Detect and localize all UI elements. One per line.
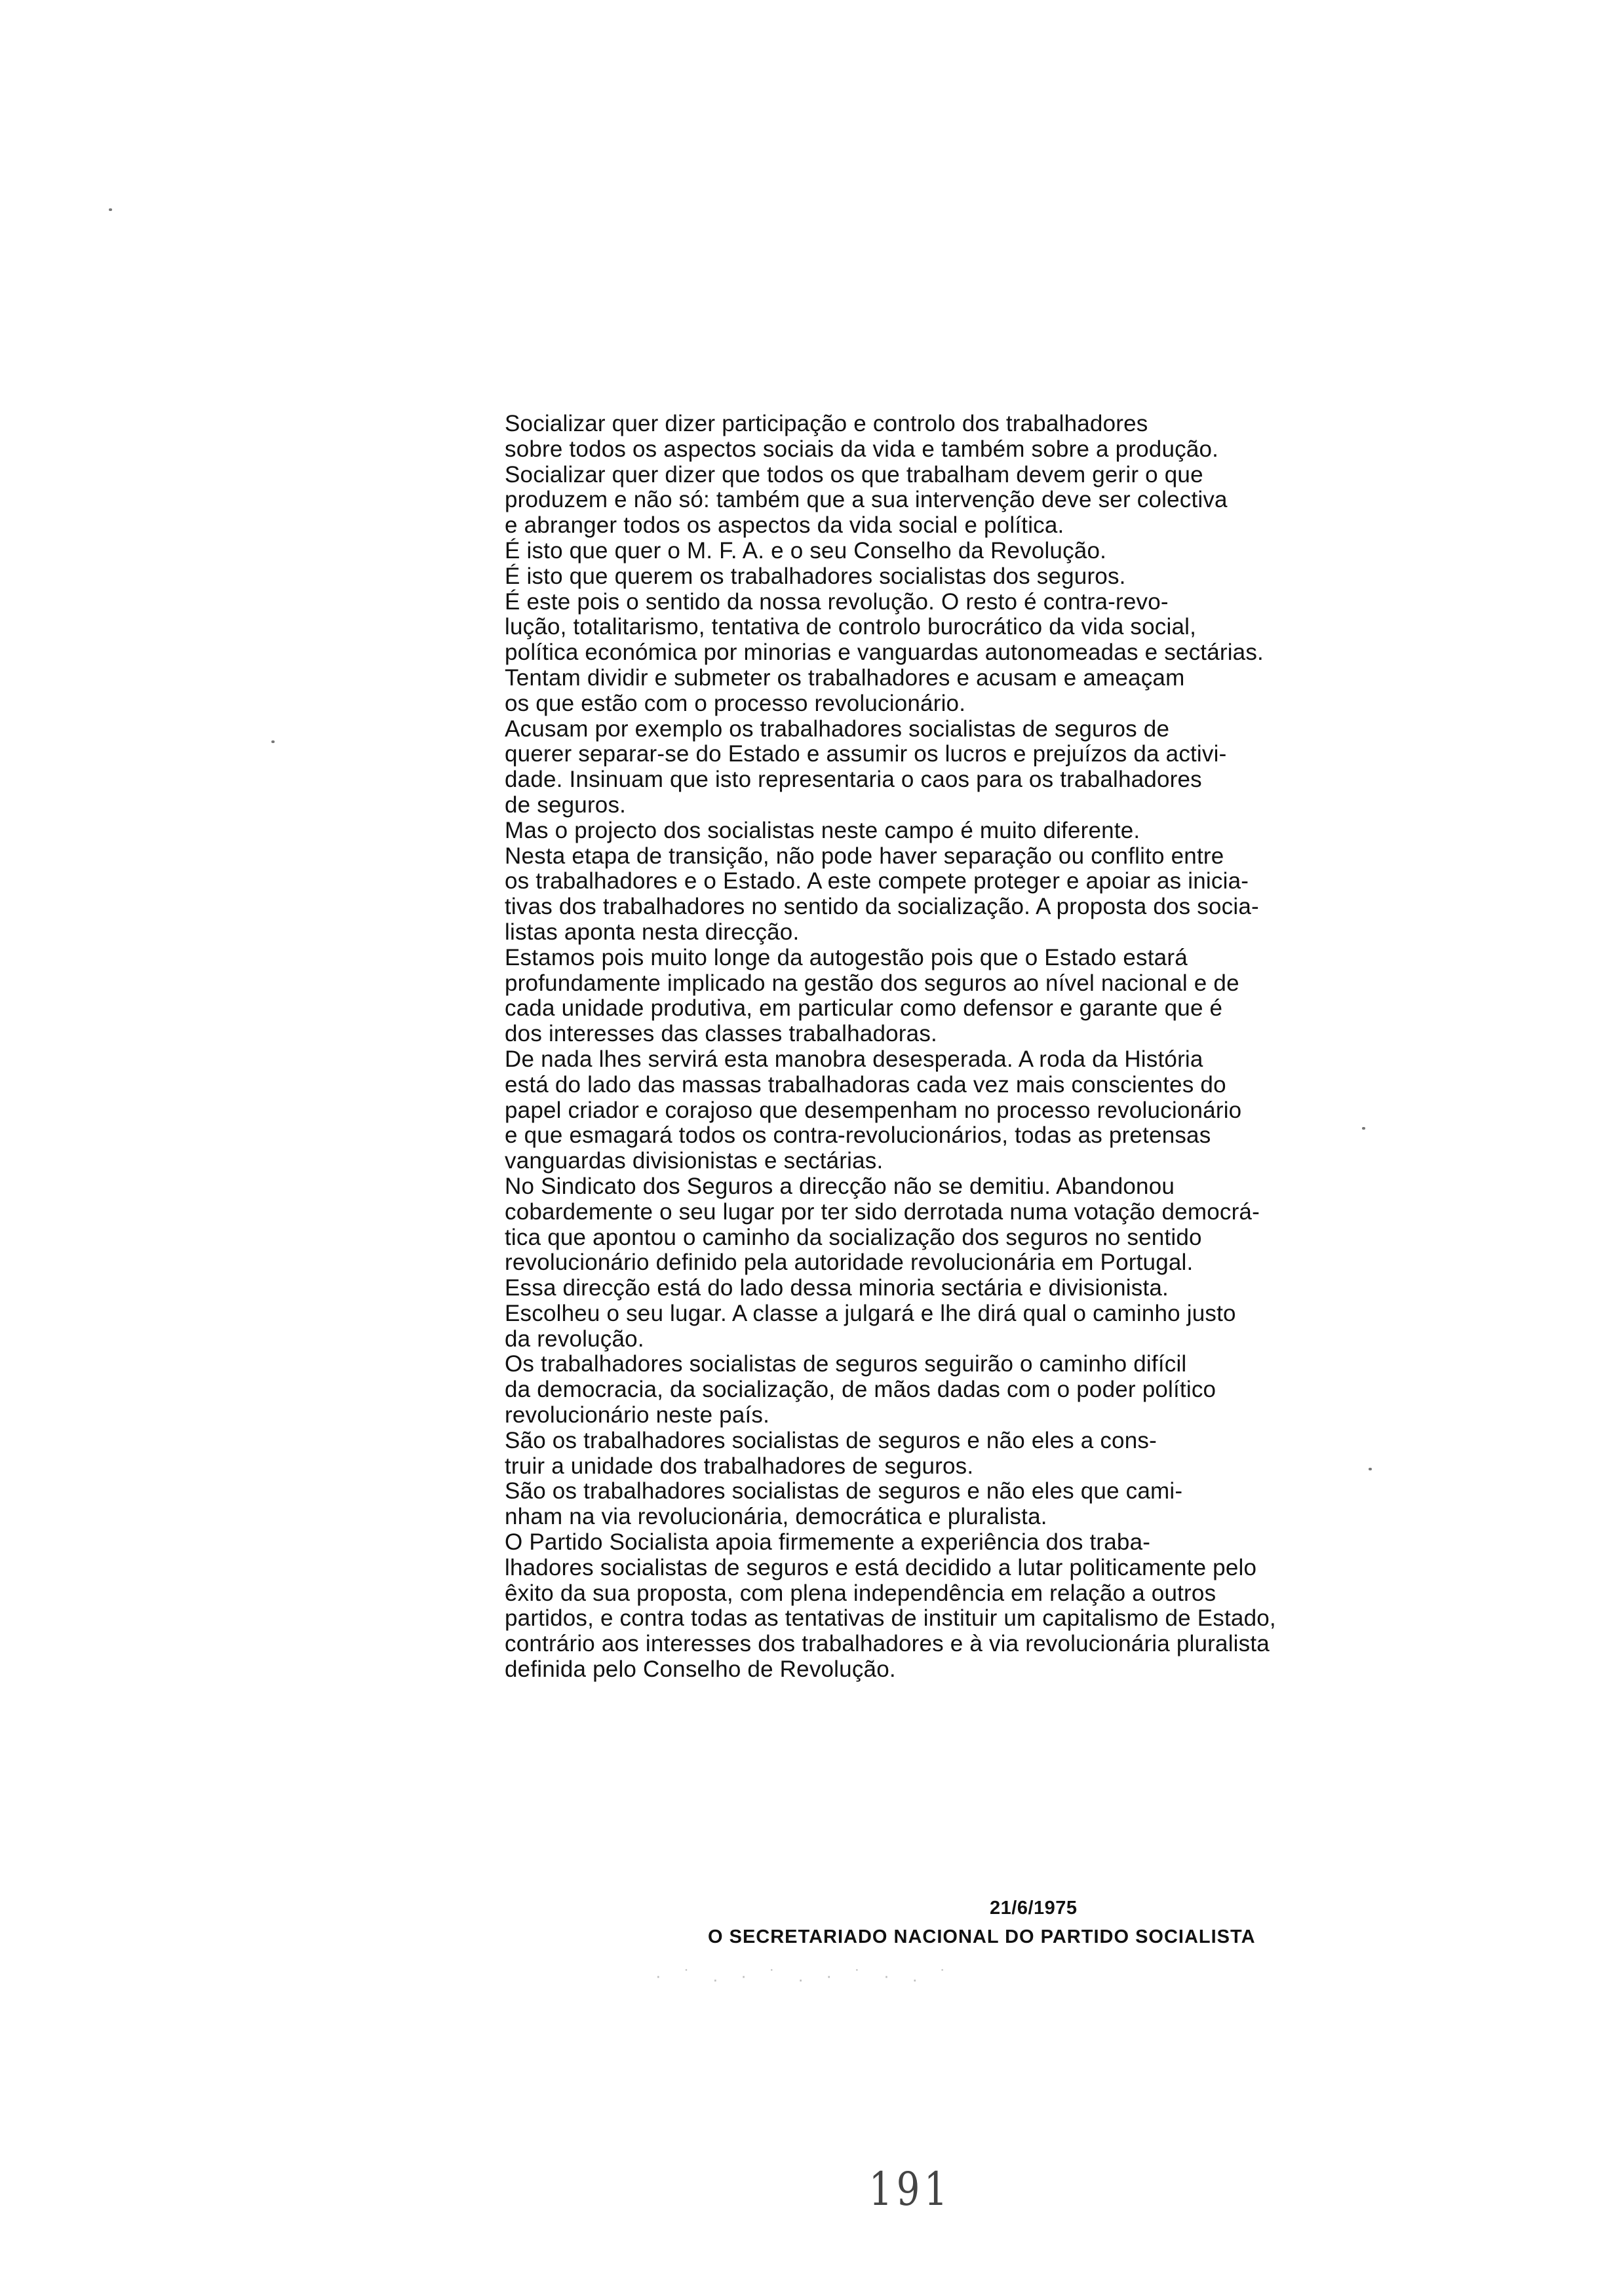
text-line: revolucionário neste país. — [505, 1402, 770, 1428]
text-line: truir a unidade dos trabalhadores de seguros. — [505, 1453, 974, 1479]
text-line: Essa direcção está do lado dessa minoria sectária e divisionista. — [505, 1275, 1169, 1301]
paragraph — [419, 1428, 1403, 1480]
text-line: êxito da sua proposta, com plena independência em relação a outros — [505, 1580, 1216, 1606]
signature-organization: O SECRETARIADO NACIONAL DO PARTIDO SOCIALISTA — [708, 1926, 1256, 1947]
paragraph — [419, 564, 1403, 590]
text-line: São os trabalhadores socialistas de seguros e não eles a cons- — [505, 1427, 1157, 1453]
text-line: São os trabalhadores socialistas de seguros e não eles que cami- — [505, 1478, 1183, 1504]
paragraph — [419, 1174, 1403, 1276]
paragraph — [419, 818, 1403, 946]
paragraph — [419, 1530, 1403, 1683]
text-line: Nesta etapa de transição, não pode haver separação ou conflito entre — [505, 843, 1224, 869]
text-line: É este pois o sentido da nossa revolução. O resto é contra-revo- — [505, 588, 1169, 615]
text-line: querer separar-se do Estado e assumir os lucros e prejuízos da activi- — [505, 741, 1227, 767]
text-line: papel criador e corajoso que desempenham no processo revolucionário — [505, 1097, 1242, 1123]
paragraph — [419, 590, 1403, 666]
paragraph — [419, 946, 1403, 1047]
paragraph — [419, 1276, 1403, 1352]
text-line: Estamos pois muito longe da autogestão pois que o Estado estará — [505, 944, 1188, 970]
paragraph — [419, 666, 1403, 717]
text-line: lução, totalitarismo, tentativa de controlo burocrático da vida social, — [505, 614, 1197, 640]
text-line: sobre todos os aspectos sociais da vida e também sobre a produção. — [505, 436, 1219, 462]
handwritten-page-number: 191 — [868, 2162, 952, 2216]
text-line: os trabalhadores e o Estado. A este compete proteger e apoiar as inicia- — [505, 868, 1249, 894]
text-line: dos interesses das classes trabalhadoras. — [505, 1021, 937, 1047]
text-line: No Sindicato dos Seguros a direcção não se demitiu. Abandonou — [505, 1173, 1175, 1199]
paragraph — [419, 539, 1403, 564]
text-line: cobardemente o seu lugar por ter sido derrotada numa votação democrá- — [505, 1198, 1260, 1225]
text-line: O Partido Socialista apoia firmemente a experiência dos traba- — [505, 1529, 1151, 1556]
paragraph — [419, 717, 1403, 818]
text-line: da democracia, da socialização, de mãos dadas com o poder político — [505, 1377, 1216, 1403]
text-line: produzem e não só: também que a sua intervenção deve ser colectiva — [505, 487, 1228, 513]
text-line: contrário aos interesses dos trabalhadores e à via revolucionária pluralista — [505, 1631, 1270, 1657]
text-line: os que estão com o processo revolucionário. — [505, 690, 966, 716]
text-line: Mas o projecto dos socialistas neste campo é muito diferente. — [505, 817, 1140, 843]
text-line: está do lado das massas trabalhadoras cada vez mais conscientes do — [505, 1071, 1226, 1098]
text-line: profundamente implicado na gestão dos seguros ao nível nacional e de — [505, 970, 1239, 996]
text-line: tica que apontou o caminho da socialização dos seguros no sentido — [505, 1224, 1202, 1250]
text-line: e abranger todos os aspectos da vida social e política. — [505, 512, 1064, 539]
text-line: revolucionário definido pela autoridade revolucionária em Portugal. — [505, 1250, 1194, 1276]
text-line: Socializar quer dizer que todos os que trabalham devem gerir o que — [505, 461, 1203, 488]
text-line: de seguros. — [505, 792, 627, 818]
text-line: definida pelo Conselho de Revolução. — [505, 1656, 896, 1683]
text-line: Socializar quer dizer participação e controlo dos trabalhadores — [505, 411, 1148, 436]
text-line: lhadores socialistas de seguros e está decidido a lutar politicamente pelo — [505, 1554, 1257, 1580]
text-line: Os trabalhadores socialistas de seguros seguirão o caminho difícil — [505, 1351, 1187, 1377]
signature-date: 21/6/1975 — [990, 1898, 1078, 1919]
paragraph — [419, 1047, 1403, 1174]
paragraph — [419, 1352, 1403, 1428]
paragraph — [419, 1479, 1403, 1530]
text-line: partidos, e contra todas as tentativas de instituir um capitalismo de Estado, — [505, 1605, 1276, 1632]
text-line: É isto que querem os trabalhadores socialistas dos seguros. — [505, 563, 1126, 589]
text-line: tivas dos trabalhadores no sentido da socialização. A proposta dos socia- — [505, 894, 1259, 920]
signature-block — [708, 1894, 1403, 1951]
scan-speck — [271, 740, 275, 743]
text-line: dade. Insinuam que isto representaria o caos para os trabalhadores — [505, 767, 1202, 793]
text-line: É isto que quer o M. F. A. e o seu Conselho da Revolução. — [505, 537, 1107, 564]
text-line: cada unidade produtiva, em particular como defensor e garante que é — [505, 995, 1223, 1022]
paragraph — [419, 411, 1403, 539]
text-line: Tentam dividir e submeter os trabalhadores e acusam e ameaçam — [505, 664, 1185, 691]
text-line: nham na via revolucionária, democrática e pluralista. — [505, 1504, 1047, 1530]
text-line: De nada lhes servirá esta manobra desesperada. A roda da História — [505, 1046, 1203, 1072]
text-line: e que esmagará todos os contra-revolucionários, todas as pretensas — [505, 1122, 1211, 1149]
text-line: listas aponta nesta direcção. — [505, 919, 800, 945]
text-line: vanguardas divisionistas e sectárias. — [505, 1148, 884, 1174]
scan-smudge: · ˙ . · ˙ . · ˙ · . ˙ — [655, 1966, 956, 1985]
letter-body — [419, 411, 1403, 1683]
scan-speck — [109, 208, 112, 211]
text-line: Acusam por exemplo os trabalhadores socialistas de seguros de — [505, 716, 1170, 742]
text-line: Escolheu o seu lugar. A classe a julgará e lhe dirá qual o caminho justo — [505, 1300, 1236, 1326]
text-line: da revolução. — [505, 1326, 644, 1352]
text-line: política económica por minorias e vanguardas autonomeadas e sectárias. — [505, 640, 1264, 666]
